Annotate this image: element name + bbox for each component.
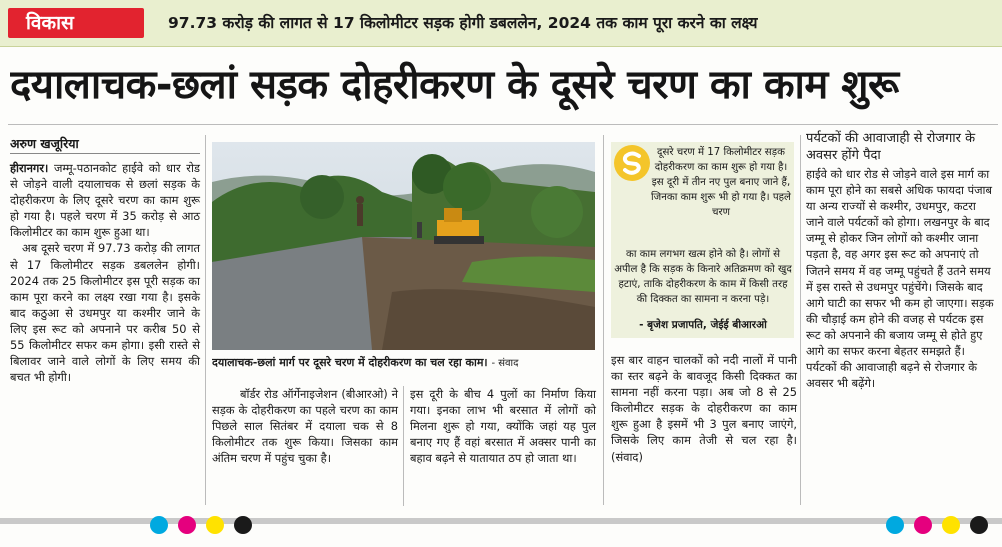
- column-1-paragraph-1: हीरानगर। जम्मू-पठानकोट हाईवे को धार रोड से जोड़ने वाली दयालाचक से छलां सड़क के दोहरीकरण के लिए दूसरे चरण का काम शुरू हो गया है। पहले चरण में 35 करोड़ से आठ किलोमीटर का काम शुरू हुआ था।: [10, 161, 200, 240]
- registration-dot-magenta: [914, 516, 932, 534]
- column-divider: [800, 135, 801, 505]
- quote-badge-icon: [614, 145, 650, 181]
- column-divider: [603, 135, 604, 505]
- registration-dot-yellow: [206, 516, 224, 534]
- headline-rule: [8, 124, 998, 125]
- column-1-paragraph-2: अब दूसरे चरण में 97.73 करोड़ की लागत से 17 किलोमीटर सड़क डबललेन होगी। 2024 तक 25 किलोमीटर इस पूरी सड़क का काम पूरा करने का लक्ष्य रखा गया है। इसके बाद कठुआ से उधमपुर या कश्मीर जाने के लिए इस रूट को अपनाने पर करीब 50 से 55 किलोमीटर सफर कम होगा। इसी रास्ते से बिलावर जाने वाले लोगों के लिए समय की बचत भी होगी।: [10, 241, 200, 385]
- registration-dot-magenta: [178, 516, 196, 534]
- quote-text-top: दूसरे चरण में 17 किलोमीटर सड़क दोहरीकरण का काम शुरू हो गया है। इस दूरी में तीन नए पुल बनाए जाने हैं, जिनका काम शुरू भी हो गया है। पहले चरण: [651, 147, 791, 218]
- photo-credit: - संवाद: [491, 358, 519, 369]
- headline: दयालाचक-छलां सड़क दोहरीकरण के दूसरे चरण का काम शुरू: [10, 62, 899, 108]
- article-column-3: इस दूरी के बीच 4 पुलों का निर्माण किया गया। इनका लाभ भी बरसात में लोगों को मिलना शुरू हो गया, क्योंकि जहां यह पुल बनाए गए हैं वहां बरसात में अक्सर पानी का बहाव बढ़ने से यातायात ठप हो जाता था।: [410, 387, 596, 466]
- column-divider: [403, 386, 404, 506]
- subheadline-deck: 97.73 करोड़ की लागत से 17 किलोमीटर सड़क होगी डबललेन, 2024 तक काम पूरा करने का लक्ष्य: [168, 14, 758, 32]
- registration-dot-yellow: [942, 516, 960, 534]
- registration-dot-cyan: [150, 516, 168, 534]
- article-column-4: इस बार वाहन चालकों को नदी नालों में पानी का स्तर बढ़ने के बावजूद किसी दिक्कत का सामना नहीं करना पड़ा। अब जो 8 से 25 किलोमीटर सड़क के दोहरीकरण का काम शुरू हुआ है इसमें भी 3 पुल बनाए जाएंगे, जिसके लिए काम तेजी से चल रहा है। (संवाद): [611, 353, 797, 464]
- registration-dot-cyan: [886, 516, 904, 534]
- photo-caption: दयालाचक-छलां मार्ग पर दूसरे चरण में दोहरीकरण का चल रहा काम। - संवाद: [212, 356, 519, 369]
- article-column-1: [10, 160, 200, 385]
- column-divider: [205, 135, 206, 505]
- road-construction-photo: [212, 142, 595, 350]
- article-column-2: बॉर्डर रोड ऑर्गेनाइजेशन (बीआरओ) ने सड़क के दोहरीकरण का पहले चरण का काम पिछले साल सितंबर में दयाला चक से 8 किलोमीटर तक शुरू किया। जिसका काम अंतिम चरण में पहुंच चुका है।: [212, 387, 398, 466]
- registration-dot-black: [234, 516, 252, 534]
- quote-author: - बृजेश प्रजापति, जेईई बीआरओ: [639, 319, 767, 331]
- article-column-5: हाईवे को धार रोड से जोड़ने वाले इस मार्ग का काम पूरा होने का सबसे अधिक फायदा पंजाब या अन्य राज्यों से कश्मीर, उधमपुर, कटरा जाने वाले पर्यटकों को होगा। लखनपुर के बाद जम्मू से होकर जिन लोगों को कश्मीर जाना पड़ता है, वह अगर इस रूट को अपनाएं तो जितने समय में वह जम्मू पहुंचते हैं उतने समय में इस रास्ते से उधमपुर पहुंचेंगे। जिसके बाद आगे घाटी का सफर भी कम हो जाएगा। सड़क की चौड़ाई कम होने की वजह से पर्यटक इस रूट को अपनाने की बजाय जम्मू से होते हुए आगे का सफर करना बेहतर समझते हैं। पर्यटकों की आवाजाही बढ़ने से रोजगार के अवसर भी बढ़ेंगे।: [806, 167, 994, 391]
- photo-illustration: [212, 142, 595, 350]
- registration-dot-black: [970, 516, 988, 534]
- byline: अरुण खजूरिया: [10, 136, 79, 151]
- section-subhead: पर्यटकों की आवाजाही से रोजगार के अवसर होंगे पैदा: [806, 131, 976, 163]
- quote-text-bottom: का काम लगभग खत्म होने को है। लोगों से अपील है कि सड़क के किनारे अतिक्रमण को खुद हटाएं, ताकि दोहरीकरण के काम में किसी तरह की दिक्कत का सामना न करना पड़े।: [614, 249, 792, 305]
- s-logo-icon: [614, 145, 650, 181]
- section-kicker: विकास: [8, 8, 144, 38]
- byline-rule: [10, 153, 200, 154]
- dateline: हीरानगर।: [10, 161, 49, 175]
